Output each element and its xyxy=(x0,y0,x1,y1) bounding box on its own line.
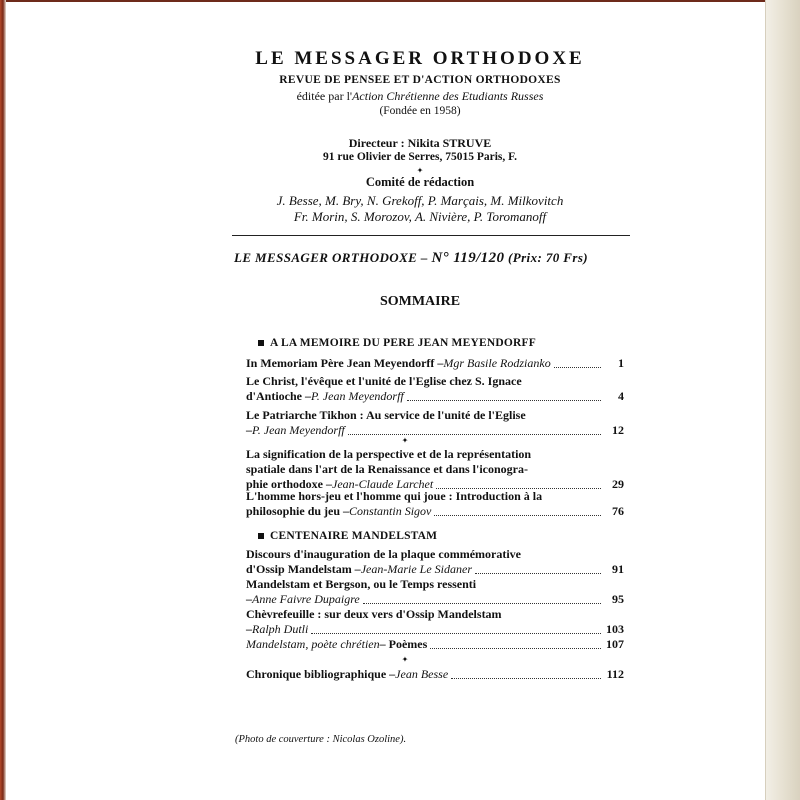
section-title: CENTENAIRE MANDELSTAM xyxy=(270,530,438,542)
journal-title: LE MESSAGER ORTHODOXE xyxy=(255,48,585,69)
toc-entry xyxy=(246,374,624,404)
entry-page: 1 xyxy=(618,356,624,370)
entry-page: 95 xyxy=(612,592,624,606)
toc-entry xyxy=(246,667,624,682)
committee-names-2: Fr. Morin, S. Morozov, A. Nivière, P. Toromanoff xyxy=(293,209,547,224)
entry-author: Ralph Dutli xyxy=(252,622,309,636)
dot-leader xyxy=(348,433,601,435)
square-bullet-icon xyxy=(258,340,264,346)
entry-author: Jean Besse xyxy=(395,667,449,681)
ornament-icon: ✦ xyxy=(401,655,409,664)
entry-title: L'homme hors-jeu et l'homme qui joue : Introduction à la xyxy=(246,489,543,503)
issue-dash: – xyxy=(420,250,428,265)
dot-leader xyxy=(451,677,601,679)
ornament-icon: ✦ xyxy=(416,166,424,175)
issue-price: (Prix: 70 Frs) xyxy=(508,250,589,265)
dot-leader xyxy=(363,602,601,604)
toc-entry xyxy=(246,489,624,519)
entry-suffix: – Poèmes xyxy=(379,637,428,651)
founded-line: (Fondée en 1958) xyxy=(379,105,461,117)
address-line: 91 rue Olivier de Serres, 75015 Paris, F. xyxy=(323,151,517,163)
toc-entry xyxy=(246,356,624,371)
issue-number: N° 119/120 xyxy=(431,250,505,266)
toc-entry xyxy=(246,547,624,577)
entry-title: La signification de la perspective et de la représentation xyxy=(246,447,532,461)
entry-author: P. Jean Meyendorff xyxy=(311,389,404,403)
toc-entry xyxy=(246,408,624,438)
toc-entry xyxy=(246,607,624,637)
dot-leader xyxy=(554,366,601,368)
cover-photo-caption: (Photo de couverture : Nicolas Ozoline). xyxy=(235,734,407,745)
issue-line xyxy=(234,250,634,267)
divider xyxy=(232,235,630,236)
entry-title: Chèvrefeuille : sur deux vers d'Ossip Mandelstam xyxy=(246,607,502,621)
page-edge-right xyxy=(765,0,800,800)
entry-author: Anne Faivre Dupaigre xyxy=(252,592,360,606)
page-edge-left xyxy=(0,0,6,800)
entry-title: Mandelstam, poète chrétien xyxy=(246,637,380,651)
director-line: Directeur : Nikita STRUVE xyxy=(348,136,492,150)
entry-title: Chronique bibliographique – xyxy=(246,667,396,681)
entry-title: In Memoriam Père Jean Meyendorff – xyxy=(246,356,444,370)
sommaire-title: SOMMAIRE xyxy=(379,294,461,309)
entry-title: Discours d'inauguration de la plaque commémorative xyxy=(246,547,521,561)
entry-author: Jean-Claude Larchet xyxy=(332,477,434,491)
entry-title-cont: d'Antioche – xyxy=(246,389,312,403)
committee-label: Comité de rédaction xyxy=(365,175,475,189)
entry-author: Mgr Basile Rodzianko xyxy=(443,356,551,370)
entry-page: 91 xyxy=(612,562,624,576)
entry-page: 29 xyxy=(612,477,624,491)
issue-journal: LE MESSAGER ORTHODOXE xyxy=(234,250,418,265)
edited-by: Action Chrétienne des Etudiants Russes xyxy=(352,89,544,103)
entry-page: 103 xyxy=(606,622,624,636)
entry-page: 107 xyxy=(606,637,624,651)
toc-entry xyxy=(246,577,624,607)
ornament-icon: ✦ xyxy=(401,436,409,445)
entry-title-cont: d'Ossip Mandelstam – xyxy=(246,562,361,576)
entry-author: P. Jean Meyendorff xyxy=(252,423,345,437)
entry-title-cont: philosophie du jeu – xyxy=(246,504,350,518)
entry-page: 112 xyxy=(606,667,624,681)
entry-page: 4 xyxy=(618,389,624,403)
entry-page: 76 xyxy=(612,504,624,518)
dot-leader xyxy=(311,632,601,634)
entry-author: Jean-Marie Le Sidaner xyxy=(360,562,472,576)
edited-by-line xyxy=(200,89,640,104)
entry-title: Le Christ, l'évêque et l'unité de l'Eglise chez S. Ignace xyxy=(246,374,522,388)
entry-page: 12 xyxy=(612,423,624,437)
toc-entry xyxy=(246,637,624,652)
toc-entry xyxy=(246,447,624,492)
entry-title-cont: – xyxy=(246,622,252,636)
entry-title-cont: – xyxy=(246,423,252,437)
section-title: A LA MEMOIRE DU PERE JEAN MEYENDORFF xyxy=(270,337,536,349)
dot-leader xyxy=(434,514,601,516)
edited-prefix: éditée par l' xyxy=(296,89,353,103)
dot-leader xyxy=(430,647,601,649)
journal-subtitle: REVUE DE PENSEE ET D'ACTION ORTHODOXES xyxy=(279,74,561,86)
square-bullet-icon xyxy=(258,533,264,539)
section-heading xyxy=(258,530,437,542)
dot-leader xyxy=(407,399,601,401)
dot-leader xyxy=(475,572,601,574)
entry-title: Le Patriarche Tikhon : Au service de l'unité de l'Eglise xyxy=(246,408,526,422)
page-edge-top xyxy=(0,0,800,2)
entry-title: Mandelstam et Bergson, ou le Temps ressenti xyxy=(246,577,477,591)
entry-title-cont: phie orthodoxe – xyxy=(246,477,333,491)
entry-title-cont: spatiale dans l'art de la Renaissance et dans l'iconogra- xyxy=(246,462,529,476)
section-heading xyxy=(258,337,536,349)
entry-title-cont: – xyxy=(246,592,252,606)
entry-author: Constantin Sigov xyxy=(349,504,432,518)
committee-names-1: J. Besse, M. Bry, N. Grekoff, P. Marçais, M. Milkovitch xyxy=(276,193,564,208)
